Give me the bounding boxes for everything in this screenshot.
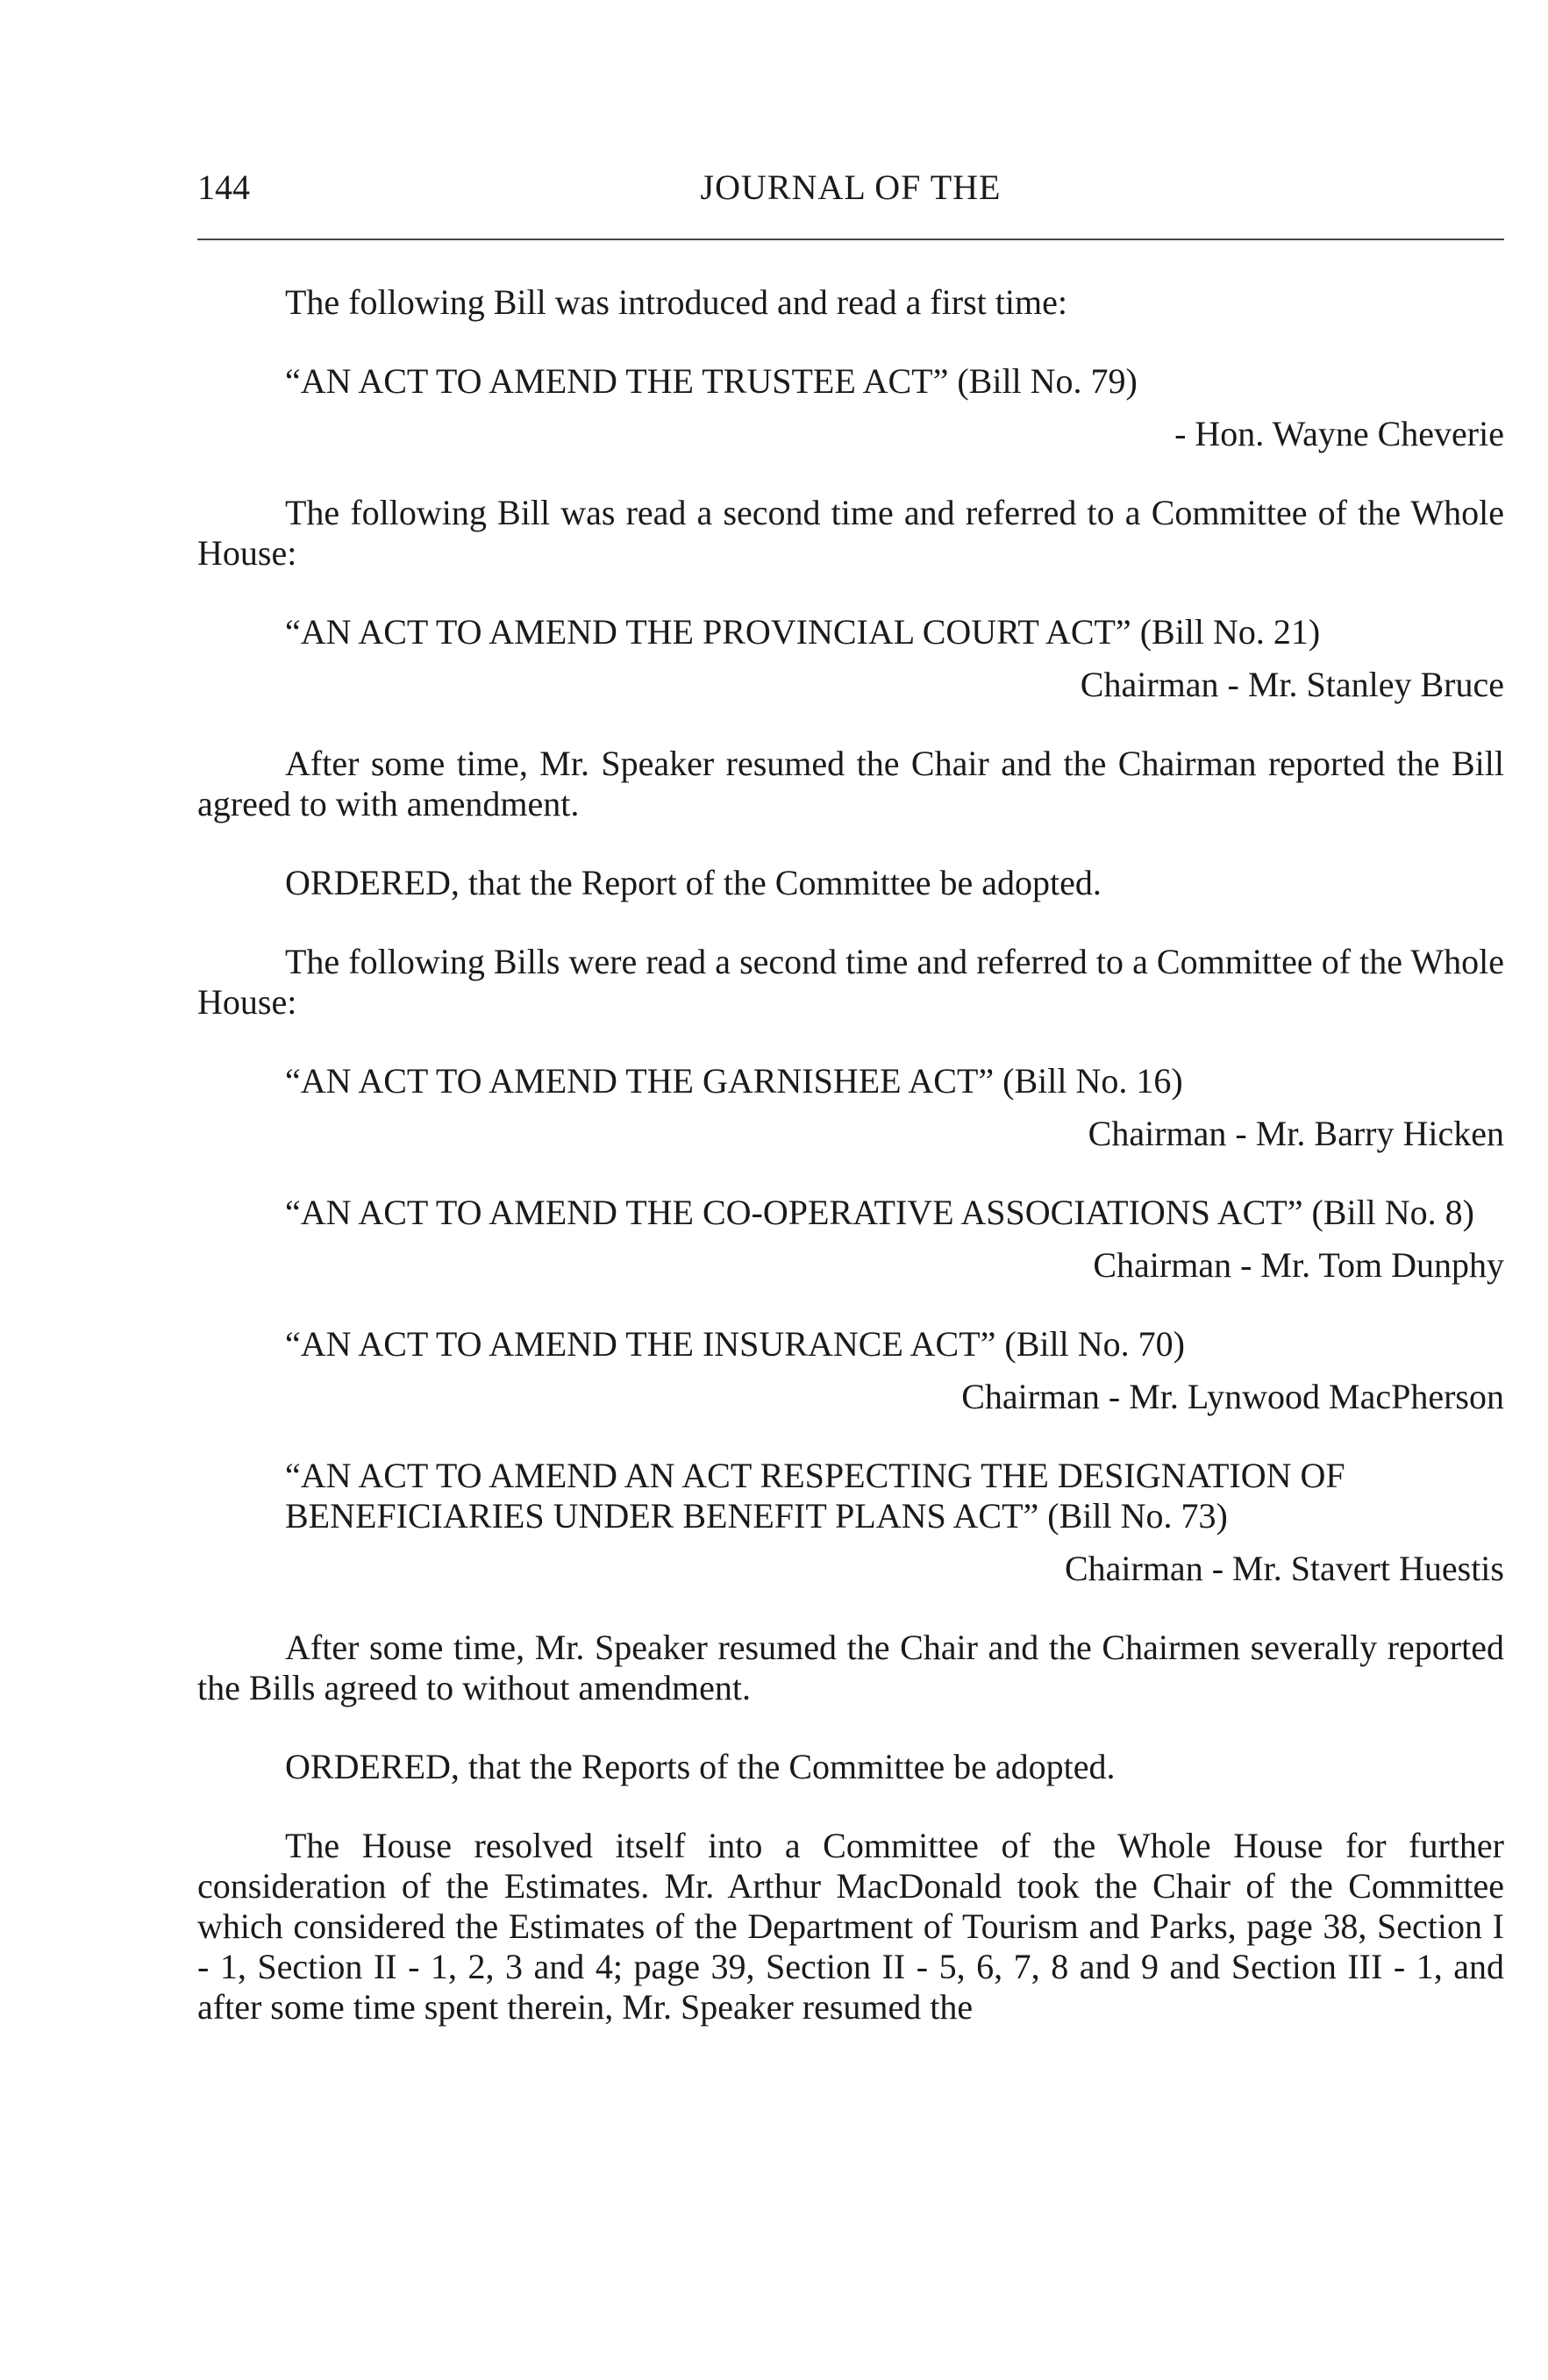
bill-title: “AN ACT TO AMEND AN ACT RESPECTING THE DESIGNATION OF BENEFICIARIES UNDER BENEFIT PLANS ACT” (Bill No. 73) [285,1456,1345,1536]
chairman-line: Chairman - Mr. Barry Hicken [1088,1114,1504,1153]
paragraph: After some time, Mr. Speaker resumed the Chair and the Chairman reported the Bill agreed to with amendment. [197,744,1504,823]
paragraph: The House resolved itself into a Committee of the Whole House for further consideration of the Estimates. Mr. Arthur MacDonald took the Chair of the Committee which considered the Estimates of the Department of Tourism and Parks, page 38, Section I - 1, Section II - 1, 2, 3 and 4; page 39, Section II - 5, 6, 7, 8 and 9 and Section III - 1, and after some time spent therein, Mr. Speaker resumed the [197,1826,1504,2027]
paragraph: After some time, Mr. Speaker resumed the Chair and the Chairmen severally reported the Bills agreed to without amendment. [197,1628,1504,1707]
paragraph: The following Bill was read a second time and referred to a Committee of the Whole House: [197,493,1504,573]
sponsor-line: - Hon. Wayne Cheverie [1174,414,1504,453]
header-rule [197,239,1504,240]
running-title: JOURNAL OF THE [700,167,1002,207]
page-body [197,282,1504,2066]
ordered-paragraph: ORDERED, that the Report of the Committee be adopted. [285,863,1102,902]
bill-title: “AN ACT TO AMEND THE GARNISHEE ACT” (Bill No. 16) [285,1061,1183,1101]
paragraph: The following Bill was introduced and read a first time: [285,282,1067,322]
bill-title: “AN ACT TO AMEND THE INSURANCE ACT” (Bill No. 70) [285,1324,1185,1364]
chairman-line: Chairman - Mr. Tom Dunphy [1093,1245,1504,1285]
chairman-line: Chairman - Mr. Stavert Huestis [1064,1549,1504,1588]
bill-title: “AN ACT TO AMEND THE PROVINCIAL COURT ACT” (Bill No. 21) [285,612,1321,652]
bill-title: “AN ACT TO AMEND THE TRUSTEE ACT” (Bill No. 79) [285,361,1138,401]
bill-title: “AN ACT TO AMEND THE CO-OPERATIVE ASSOCIATIONS ACT” (Bill No. 8) [285,1193,1474,1232]
chairman-line: Chairman - Mr. Stanley Bruce [1080,665,1504,704]
ordered-paragraph: ORDERED, that the Reports of the Committee be adopted. [285,1747,1116,1786]
paragraph: The following Bills were read a second time and referred to a Committee of the Whole House: [197,942,1504,1022]
page-number: 144 [197,167,250,207]
chairman-line: Chairman - Mr. Lynwood MacPherson [961,1377,1504,1416]
page-header [197,167,1504,219]
